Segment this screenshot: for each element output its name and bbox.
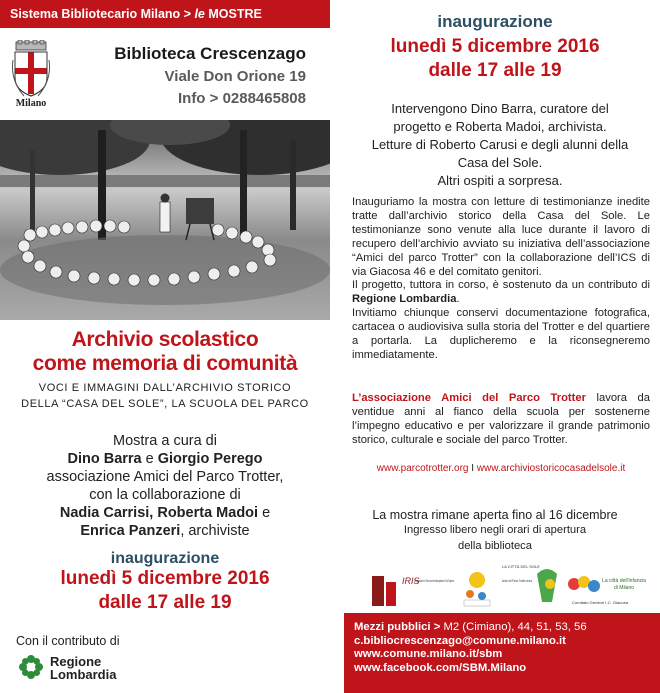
- speakers-line: Intervengono Dino Barra, curatore del: [391, 101, 609, 116]
- regione-lombardia-line1: Regione: [50, 654, 102, 669]
- curators-association: associazione Amici del Parco Trotter,: [46, 469, 284, 485]
- collaborators-role: , archiviste: [180, 523, 250, 539]
- gentilini-text: Comitato Genitori I.C. Giacosa: [572, 601, 629, 605]
- exhibition-credits: [0, 432, 330, 540]
- exhibition-title-line2: come memoria di comunità: [32, 352, 298, 375]
- transport-line: [354, 621, 660, 635]
- curated-by-label: Mostra a cura di: [113, 433, 217, 449]
- amici-text: Amici del Parco Trotter onlus: [502, 579, 533, 583]
- iris-text: Integrazione e Ricerca Interdisciplinare Sul Sapere: [414, 579, 455, 583]
- header-bar-le: le: [194, 7, 205, 21]
- regione-lombardia-logo-icon: [16, 652, 46, 682]
- collaborators-line2: [0, 522, 330, 540]
- link-separator: I: [468, 463, 477, 474]
- curator-2: Giorgio Perego: [157, 451, 263, 467]
- contact-facebook[interactable]: www.facebook.com/SBM.Milano: [354, 661, 527, 674]
- inauguration-date-left: lunedì 5 dicembre 2016: [60, 568, 270, 589]
- association-text: [352, 392, 650, 448]
- association-name: L’associazione Amici del Parco Trotter: [352, 392, 586, 404]
- inauguration-date-right: lunedì 5 dicembre 2016: [390, 36, 600, 57]
- partner-logos: [352, 562, 652, 610]
- contact-website[interactable]: www.comune.milano.it/sbm: [354, 648, 503, 661]
- link-parcotrotter[interactable]: www.parcotrotter.org: [376, 463, 469, 474]
- collaboration-label: con la collaborazione di: [89, 487, 241, 503]
- intro-paragraph-2: [352, 279, 650, 307]
- right-panel: [330, 0, 660, 693]
- historic-school-photo: [0, 120, 330, 320]
- citta-infanzia-text: La città dell'infanzia: [602, 578, 647, 584]
- inauguration-label-right: inaugurazione: [437, 12, 553, 31]
- transport-value: M2 (Cimiano), 44, 51, 53, 56: [440, 621, 587, 633]
- website-links: [352, 463, 650, 474]
- closing-date: La mostra rimane aperta fino al 16 dicembre: [372, 508, 618, 522]
- speakers-line: Letture di Roberto Carusi e degli alunni della: [371, 137, 629, 152]
- speakers-line: progetto e Roberta Madoi, archivista.: [393, 119, 607, 134]
- intro-paragraph-3: Invitiamo chiunque conservi documentazione fotografica, cartacea o audiovisiva sulla storia del Trotter e del quartiere a portarla. La duplicheremo e la riconsegneremo immediatamente.: [352, 307, 650, 361]
- casa-del-sole-logo-icon: [464, 572, 490, 606]
- curators-and: e: [141, 451, 158, 467]
- system-header-bar: [0, 0, 330, 28]
- iris-logo-icon: [372, 576, 454, 606]
- closing-entry: Ingresso libero negli orari di apertura: [403, 524, 587, 536]
- association-description: lavora da ventidue anni al fianco della scuola per sostenerne l’impegno educativo e per valorizzare il grande patrimonio storico, culturale e sociale del parco Trotter.: [352, 392, 650, 446]
- regione-lombardia-line2: Lombardia: [50, 667, 117, 682]
- speakers-line: Casa del Sole.: [457, 155, 543, 170]
- intro-paragraph-1: Inauguriamo la mostra con letture di testimonianze inedite tratte dall’archivio storico della Casa del Sole. Le testimonianze sono venute alla luce durante il lavoro di recupero dell’archivio avviato su iniziativa dell’associazione “Amici del parco Trotter” con la collaborazione dell’ICS di via Giacosa 46 e del comitato genitori.: [352, 196, 650, 278]
- citta-infanzia-logo-icon: [568, 576, 647, 605]
- curator-1: Dino Barra: [67, 451, 142, 467]
- iris-letters: IRIS: [402, 576, 420, 586]
- inauguration-time-right: dalle 17 alle 19: [428, 60, 562, 81]
- amici-parco-trotter-logo-icon: [502, 564, 557, 602]
- collaborators-names2: Enrica Panzeri: [80, 523, 181, 539]
- transport-label: Mezzi pubblici >: [354, 621, 441, 633]
- library-name: Biblioteca Crescenzago: [114, 44, 306, 63]
- intro-text: [352, 196, 650, 363]
- header-bar-text: Sistema Bibliotecario Milano >: [10, 7, 195, 21]
- collaborators-and: e: [258, 505, 271, 521]
- exhibition-subtitle-line2: DELLA “CASA DEL SOLE”, LA SCUOLA DEL PARCO: [21, 398, 309, 410]
- crest-label: Milano: [15, 98, 47, 109]
- contribution-label: Con il contributo di: [16, 634, 120, 648]
- curators-line: [0, 450, 330, 468]
- collaborators-line1: [0, 504, 330, 522]
- closing-library: della biblioteca: [457, 540, 532, 552]
- inauguration-time-left: dalle 17 alle 19: [98, 592, 232, 613]
- contact-email[interactable]: c.bibliocrescenzago@comune.milano.it: [354, 634, 566, 647]
- collaborators-names1: Nadia Carrisi, Roberta Madoi: [59, 505, 259, 521]
- library-phone: Info > 0288465808: [177, 90, 306, 107]
- city-sun-text: LA CITTÀ DEL SOLE: [502, 564, 540, 569]
- intro-p2-sponsor: Regione Lombardia: [352, 293, 457, 306]
- link-archivio[interactable]: www.archiviostoricocasadelsole.it: [476, 463, 626, 474]
- speakers-block: [350, 100, 650, 190]
- regione-lombardia-text: [50, 655, 116, 681]
- inauguration-label-left: inaugurazione: [110, 550, 220, 567]
- speakers-line: Altri ospiti a sorpresa.: [437, 173, 563, 188]
- header-bar-mostre: MOSTRE: [204, 7, 262, 21]
- citta-infanzia-text2: di Milano: [614, 585, 635, 591]
- exhibition-title-line1: Archivio scolastico: [71, 328, 259, 351]
- contact-info-bar: [344, 613, 660, 693]
- intro-p2-text: Il progetto, tuttora in corso, è sostenuto da un contributo di: [352, 279, 650, 292]
- intro-p2-end: .: [456, 293, 460, 306]
- library-address: Viale Don Orione 19: [164, 68, 306, 85]
- exhibition-subtitle-line1: VOCI E IMMAGINI DALL’ARCHIVIO STORICO: [38, 382, 292, 394]
